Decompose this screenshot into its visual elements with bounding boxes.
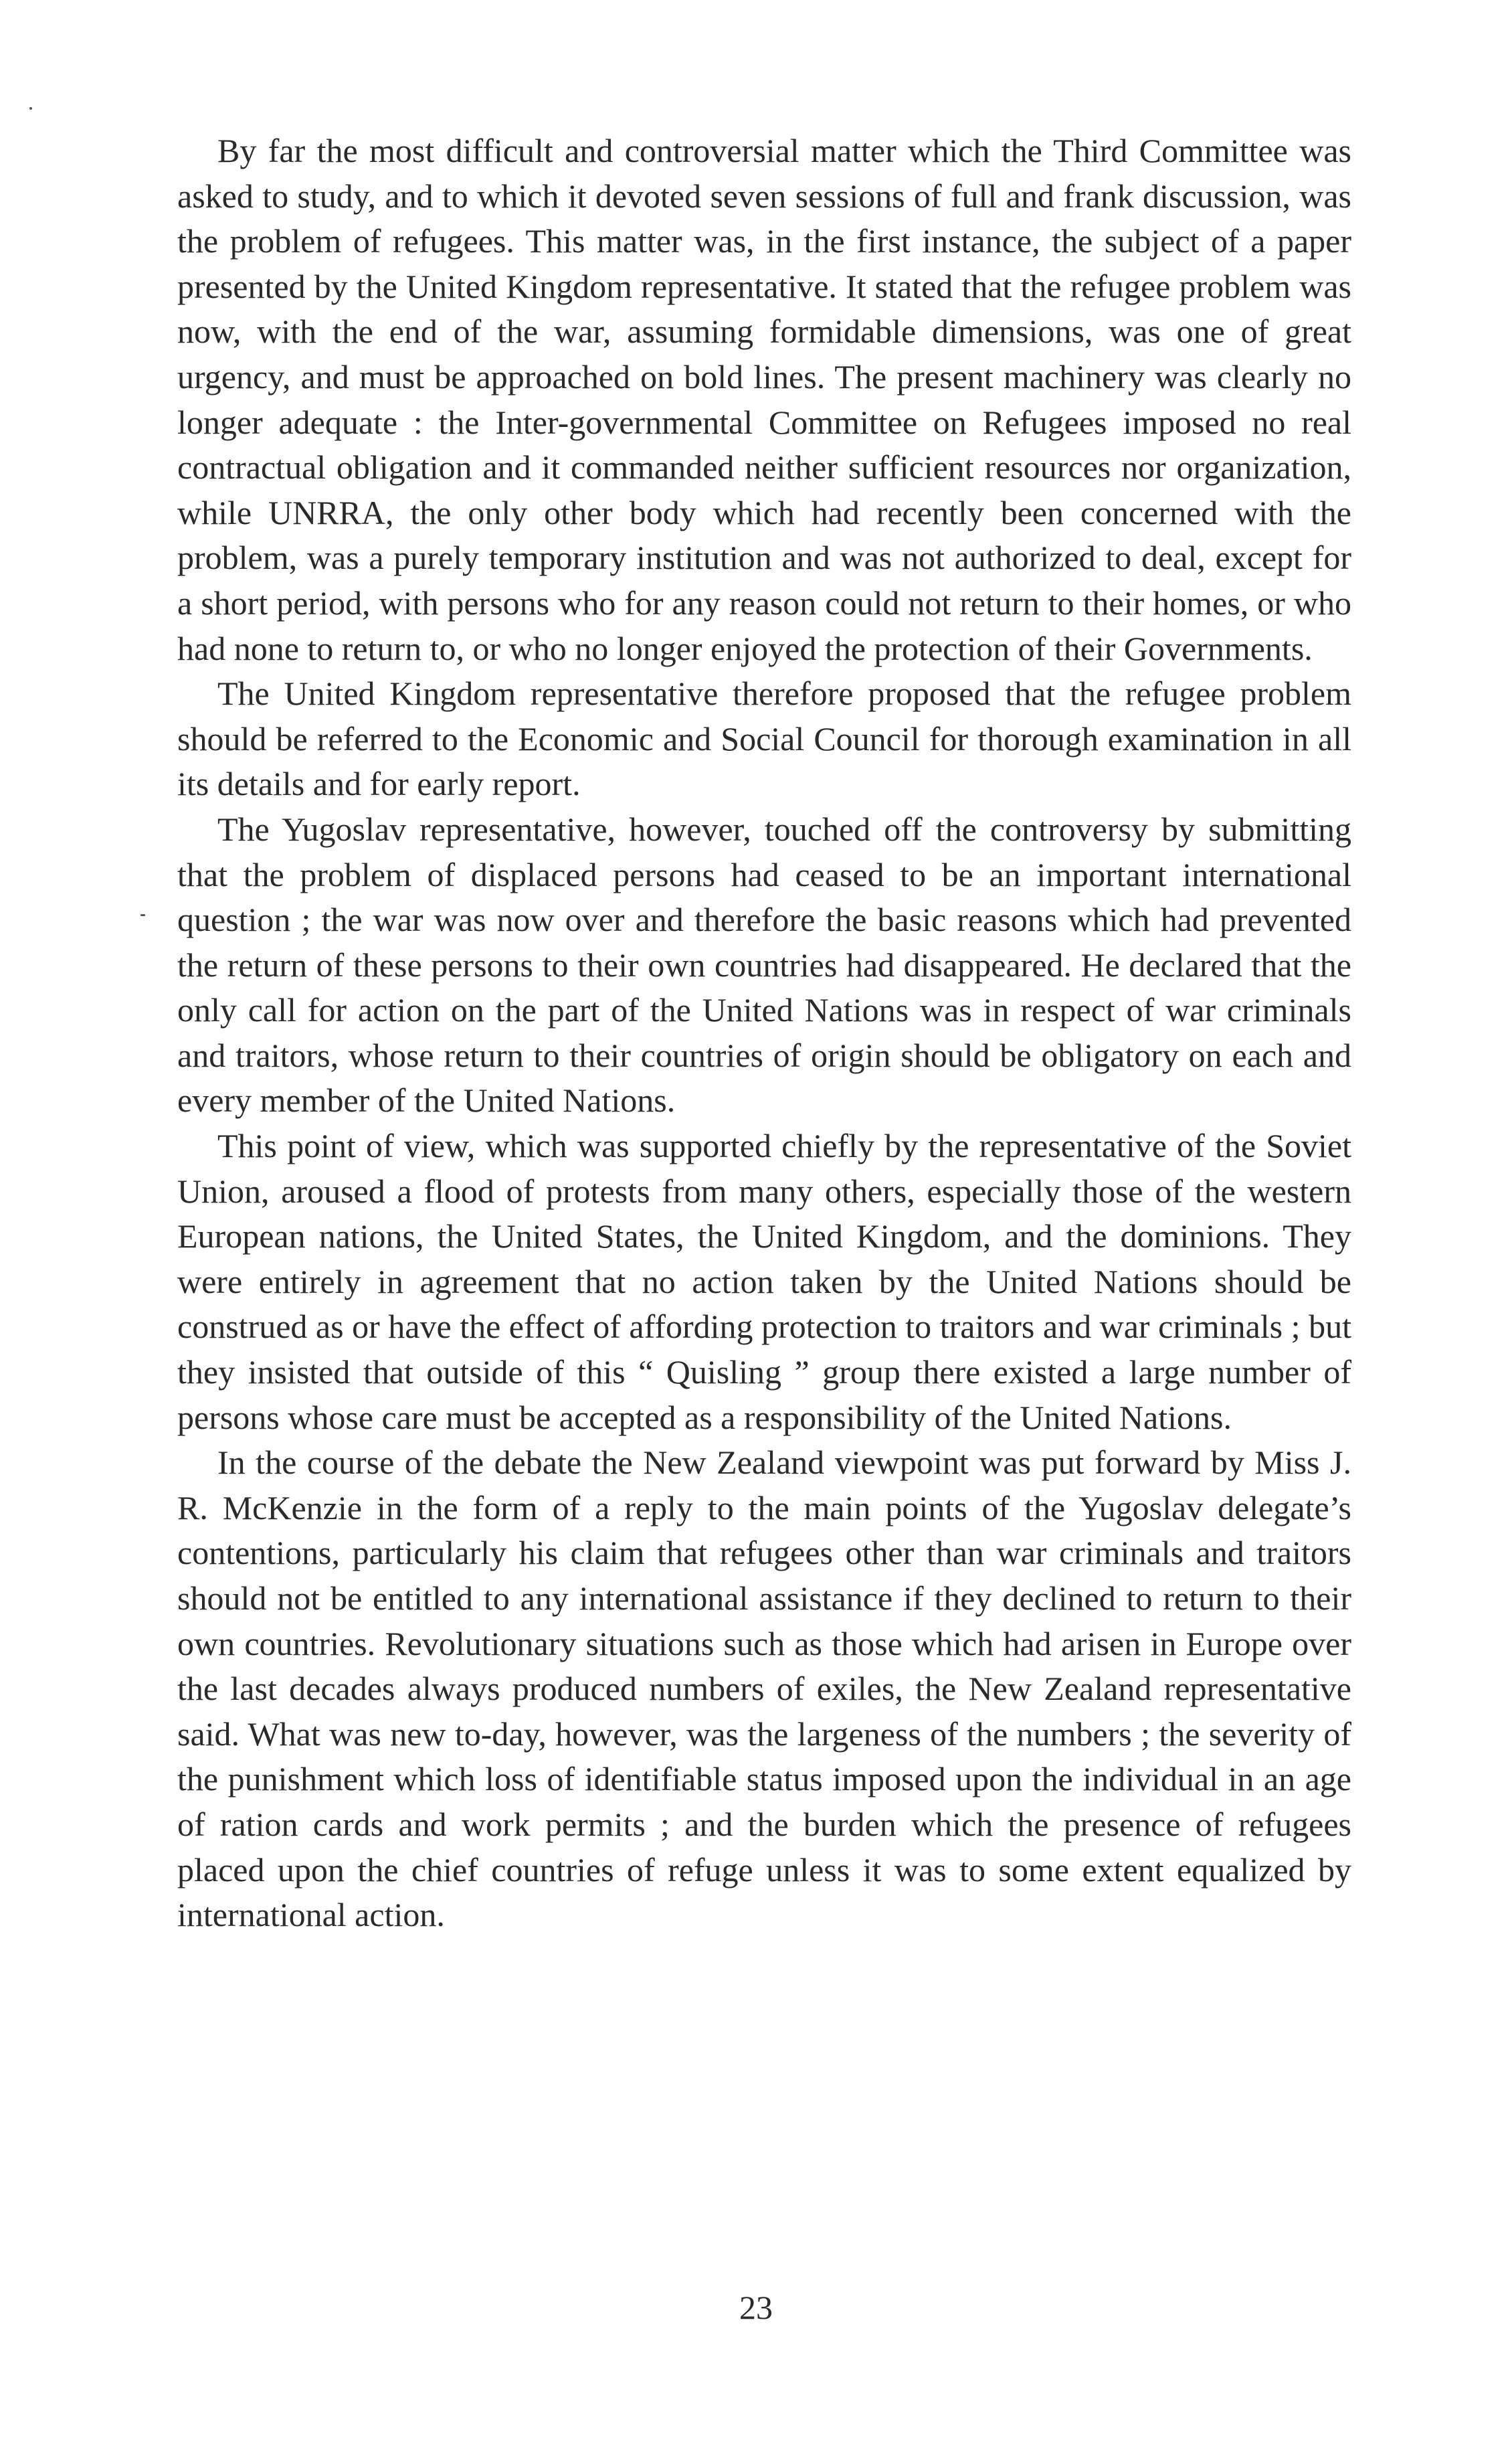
- paragraph: In the course of the debate the New Zealand viewpoint was put forward by Miss J. R. McKenzie in the form of a reply to the main points of the Yugoslav delegate’s contentions, particularly his claim that refugees other than war criminals and traitors should not be entitled to any international assistance if they declined to return to their own countries. Revolutionary situations such as those which had arisen in Europe over the last decades always produced numbers of exiles, the New Zealand representative said. What was new to-day, however, was the largeness of the numbers ; the severity of the punishment which loss of identifiable status imposed upon the individual in an age of ration cards and work permits ; and the burden which the presence of refugees placed upon the chief countries of refuge unless it was to some extent equalized by international action.: [177, 1443, 1351, 1934]
- paragraph: By far the most difficult and controversial matter which the Third Committee was asked to study, and to which it devoted seven sessions of full and frank discussion, was the problem of refugees. This matter was, in the first instance, the subject of a paper presented by the United Kingdom representative. It stated that the refugee problem was now, with the end of the war, assuming formidable dimensions, was one of great urgency, and must be approached on bold lines. The present machinery was clearly no longer adequate : the Inter-governmental Committee on Refugees imposed no real contractual obligation and it commanded neither sufficient resources nor organization, while UNRRA, the only other body which had recently been concerned with the problem, was a purely temporary institution and was not authorized to deal, except for a short period, with persons who for any reason could not return to their homes, or who had none to return to, or who no longer enjoyed the protection of their Governments.: [177, 132, 1351, 667]
- body-text: [177, 128, 1351, 1938]
- paragraph: The United Kingdom representative therefore proposed that the refugee problem should be referred to the Economic and Social Council for thorough examination in all its details and for early report.: [177, 675, 1351, 803]
- page-number: 23: [739, 2289, 773, 2326]
- paragraph: The Yugoslav representative, however, touched off the controversy by submitting that the problem of displaced persons had ceased to be an important international question ; the war was now over and therefore the basic reasons which had prevented the return of these persons to their own countries had disappeared. He declared that the only call for action on the part of the United Nations was in respect of war criminals and traitors, whose return to their countries of origin should be obligatory on each and every member of the United Nations.: [177, 810, 1351, 1120]
- scan-speck: [29, 107, 32, 110]
- paragraph: This point of view, which was supported chiefly by the representative of the Soviet Union, aroused a flood of protests from many others, especially those of the western European nations, the United States, the United Kingdom, and the dominions. They were entirely in agreement that no action taken by the United Nations should be construed as or have the effect of affording protection to traitors and war criminals ; but they insisted that outside of this “ Quisling ” group there existed a large number of persons whose care must be accepted as a responsibility of the United Nations.: [177, 1127, 1351, 1436]
- scan-speck: [140, 914, 145, 916]
